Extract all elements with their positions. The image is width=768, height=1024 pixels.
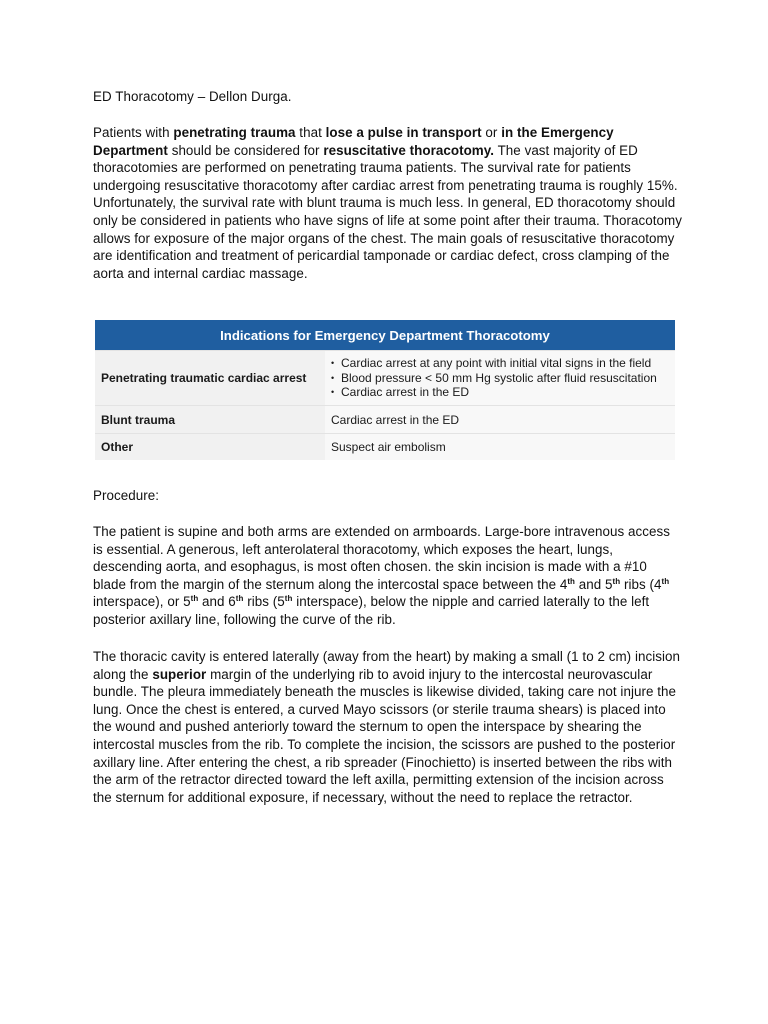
intro-bold-resuscitative-thoracotomy: resuscitative thoracotomy. — [323, 142, 495, 158]
ordinal-suffix: th — [612, 576, 621, 586]
ordinal-suffix: th — [567, 576, 575, 586]
intro-text: Patients with — [93, 125, 174, 140]
indication-list — [331, 356, 674, 400]
indications-table-header: Indications for Emergency Department Thoracotomy — [95, 320, 675, 351]
ordinal-suffix: th — [190, 594, 199, 604]
table-row-category: Penetrating traumatic cardiac arrest — [95, 351, 325, 406]
table-row-value — [325, 351, 675, 406]
procedure-text: ribs (5 — [243, 594, 285, 610]
procedure-text: and 6 — [198, 594, 236, 610]
procedure-text: interspace), below the nipple and carried laterally to the left posterior axillary line, following the curve of the rib. — [93, 594, 650, 627]
intro-bold-penetrating-trauma: penetrating trauma — [173, 125, 296, 140]
ordinal-suffix: th — [284, 594, 293, 604]
intro-paragraph — [93, 124, 683, 282]
table-row — [95, 434, 675, 461]
list-item: • Blood pressure < 50 mm Hg systolic after fluid resuscitation — [331, 371, 674, 386]
procedure-text: The thoracic cavity is entered laterally (away from the heart) by making a small (1 to 2 cm) incision along the — [93, 649, 681, 682]
procedure-bold-superior: superior — [152, 666, 207, 682]
intro-text: should be considered for — [167, 142, 324, 158]
procedure-text: margin of the underlying rib to avoid injury to the intercostal neurovascular bundle. The pleura immediately beneath the muscles is likewise divided, taking care not injure the lung. Once the chest is entered, a curved Mayo scissors (or sterile trauma shears) is placed into the wound and pushed anteriorly toward the sternum to open the interspace by shearing the intercostal muscles from the rib. To complete the incision, the scissors are pushed to the posterior axillary line. After entering the chest, a rib spreader (Finochietto) is inserted between the ribs with the arm of the retractor directed toward the left axilla, permitting extension of the incision across the sternum for additional exposure, if necessary, without the need to replace the retractor. — [93, 666, 677, 805]
table-row-value: Suspect air embolism — [325, 434, 675, 461]
intro-text: The vast majority of ED thoracotomies are performed on penetrating trauma patients. The survival rate for patients undergoing resuscitative thoracotomy after cardiac arrest from penetrating trauma is roughly 15%. Unfortunately, the survival rate with blunt trauma is much less. In general, ED thoracotomy should only be considered in patients who have signs of life at some point after their trauma. Thoracotomy allows for exposure of the major organs of the chest. The main goals of resuscitative thoracotomy are identification and treatment of pericardial tamponade or cardiac defect, cross clamping of the aorta and internal cardiac massage. — [93, 142, 682, 281]
procedure-text: interspace), or 5 — [93, 594, 191, 610]
intro-text: that — [295, 125, 326, 140]
procedure-text: ribs (4 — [620, 576, 662, 592]
ordinal-suffix: th — [661, 576, 670, 586]
table-row-category: Other — [95, 434, 325, 461]
procedure-paragraph-1 — [93, 523, 683, 629]
table-row-value: Cardiac arrest in the ED — [325, 406, 675, 434]
table-row-category: Blunt trauma — [95, 406, 325, 434]
indications-table — [95, 320, 675, 460]
procedure-paragraph-2 — [93, 648, 683, 806]
intro-text: or — [481, 125, 502, 140]
list-item: • Cardiac arrest at any point with initial vital signs in the field — [331, 356, 674, 371]
procedure-text: and 5 — [575, 576, 613, 592]
document-title: ED Thoracotomy – Dellon Durga. — [93, 89, 292, 104]
list-item: • Cardiac arrest in the ED — [331, 385, 674, 400]
procedure-text: The patient is supine and both arms are extended on armboards. Large-bore intravenous access is essential. A generous, left anterolateral thoracotomy, which exposes the heart, lungs, descending aorta, and esophagus, is most often chosen. the skin incision is made with a #10 blade from the margin of the sternum along the intercostal space between the 4 — [93, 524, 671, 592]
intro-bold-lose-pulse: lose a pulse in transport — [325, 125, 482, 140]
intro-bold-emergency-department: in the Emergency Department — [93, 125, 614, 158]
table-row — [95, 406, 675, 434]
ordinal-suffix: th — [235, 594, 244, 604]
table-row — [95, 351, 675, 406]
procedure-heading: Procedure: — [93, 488, 160, 503]
